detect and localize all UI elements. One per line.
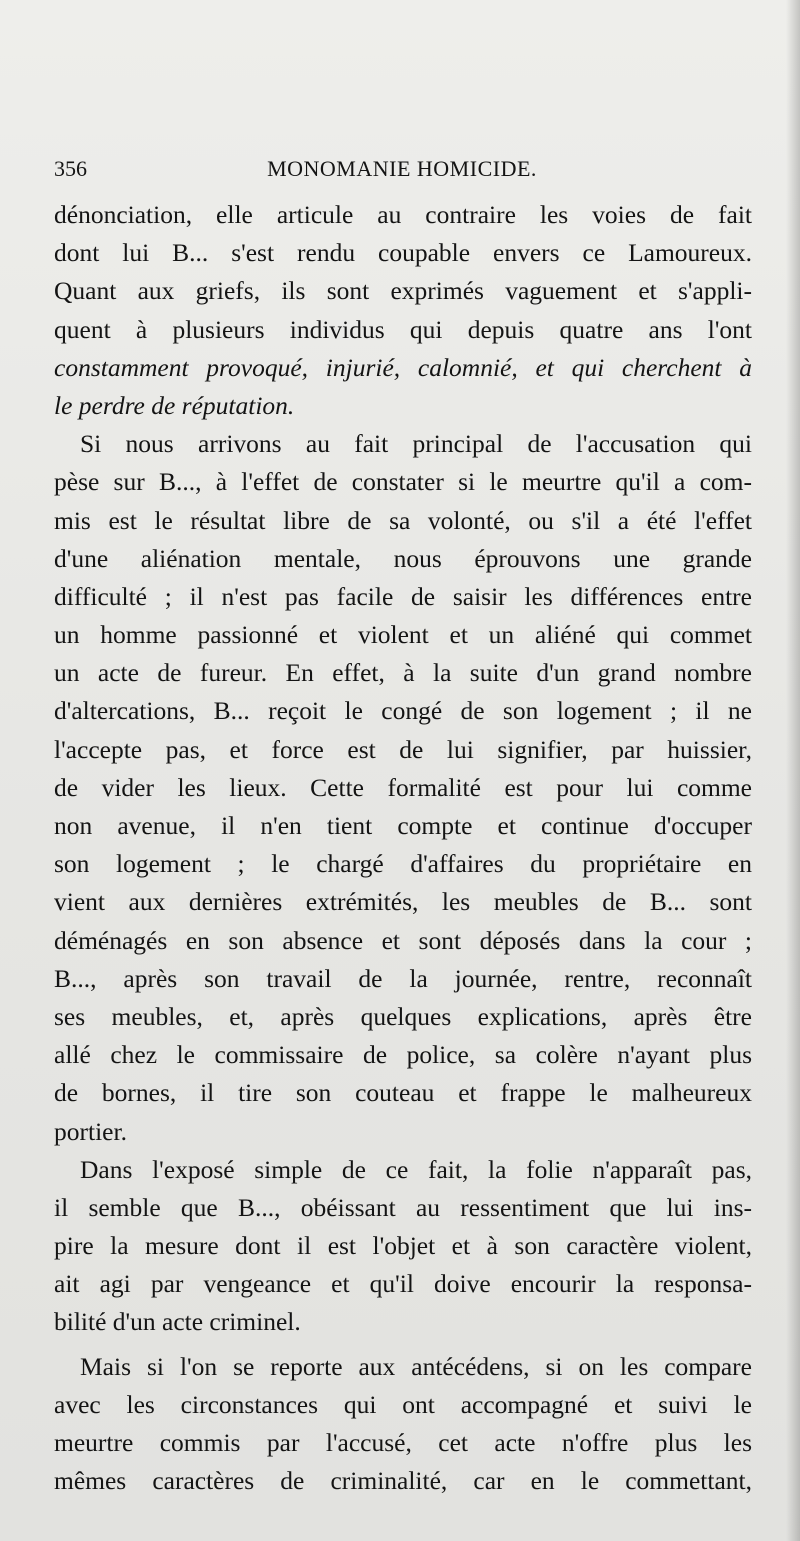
- text-line: un homme passionné et violent et un aliéné qui commet: [54, 620, 752, 650]
- text-line: un acte de fureur. En effet, à la suite d'un grand nombre: [54, 658, 752, 688]
- text-line: quent à plusieurs individus qui depuis quatre ans l'ont: [54, 314, 752, 344]
- text-line: mis est le résultat libre de sa volonté, ou s'il a été l'effet: [54, 505, 752, 535]
- text-line: bilité d'un acte criminel.: [54, 1307, 301, 1337]
- text-line: pire la mesure dont il est l'objet et à son caractère violent,: [54, 1231, 752, 1261]
- page-number: 356: [54, 156, 87, 181]
- text-line: portier.: [54, 1116, 127, 1146]
- text-line: meurtre commis par l'accusé, cet acte n'offre plus les: [54, 1428, 752, 1457]
- text-line: déménagés en son absence et sont déposés dans la cour ;: [54, 925, 752, 955]
- text-line: avec les circonstances qui ont accompagné et suivi le: [54, 1389, 752, 1419]
- text-line: B..., après son travail de la journée, rentre, reconnaît: [54, 963, 752, 993]
- text-line: il semble que B..., obéissant au ressentiment que lui ins-: [54, 1192, 752, 1222]
- paragraph-start: Si nous arrivons au fait principal de l'accusation qui: [80, 429, 752, 459]
- text-line: ses meubles, et, après quelques explications, après être: [54, 1001, 752, 1031]
- running-title: MONOMANIE HOMICIDE.: [267, 156, 537, 181]
- text-line: son logement ; le chargé d'affaires du propriétaire en: [54, 849, 752, 879]
- text-line-italic: constamment provoqué, injurié, calomnié, et qui cherchent à: [54, 352, 752, 382]
- text-line: vient aux dernières extrémités, les meubles de B... sont: [54, 887, 752, 917]
- text-line-italic: le perdre de réputation.: [54, 390, 295, 420]
- page-header: [54, 152, 750, 192]
- text-line: d'altercations, B... reçoit le congé de son logement ; il ne: [54, 696, 752, 726]
- text-line: ait agi par vengeance et qu'il doive encourir la responsa-: [54, 1269, 752, 1299]
- text-line: difficulté ; il n'est pas facile de saisir les différences entre: [54, 581, 752, 611]
- text-line: non avenue, il n'en tient compte et continue d'occuper: [54, 811, 752, 840]
- text-line: de bornes, il tire son couteau et frappe le malheureux: [54, 1078, 752, 1108]
- text-line: de vider les lieux. Cette formalité est pour lui comme: [54, 772, 752, 802]
- body-text: [54, 196, 752, 1500]
- text-line: d'une aliénation mentale, nous éprouvons une grande: [54, 543, 752, 573]
- text-line: pèse sur B..., à l'effet de constater si le meurtre qu'il a com-: [54, 467, 752, 497]
- text-line: Quant aux griefs, ils sont exprimés vaguement et s'appli-: [54, 276, 752, 306]
- text-line: l'accepte pas, et force est de lui signifier, par huissier,: [54, 734, 752, 764]
- text-line: dont lui B... s'est rendu coupable envers ce Lamoureux.: [54, 238, 752, 268]
- page-edge-shadow: [786, 0, 800, 1541]
- paragraph-start: Dans l'exposé simple de ce fait, la folie n'apparaît pas,: [80, 1154, 752, 1184]
- text-line: mêmes caractères de criminalité, car en le commettant,: [54, 1466, 752, 1496]
- text-line: allé chez le commissaire de police, sa colère n'ayant plus: [54, 1040, 752, 1070]
- text-line: dénonciation, elle articule au contraire les voies de fait: [54, 200, 752, 229]
- paragraph-start: Mais si l'on se reporte aux antécédens, si on les compare: [80, 1351, 752, 1381]
